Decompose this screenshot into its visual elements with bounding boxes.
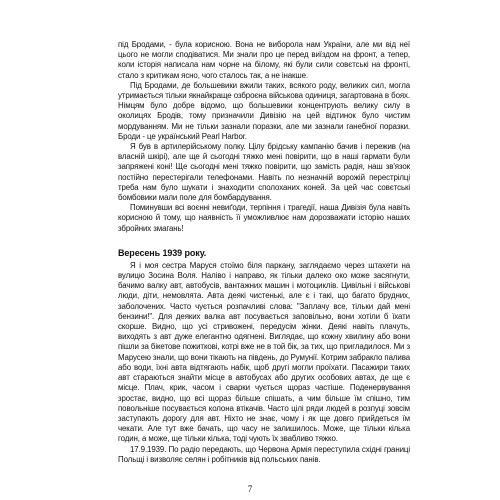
paragraph: Поминувши всі воєнні невиґоди, терпіння і трагедії, наша Дивізія була навіть корисною й тому, що наявність її уможливлює нам дорозважати історію наших збройних змагань! <box>118 203 410 233</box>
paragraph: Я був в артилерійському полку. Цілу брідську кампанію бачив і пережив (на власній шкірі), але ще й сьогодні тяжко мені повірити, що в наші гармати були запряжені коні! Ще сьогодні мені тяжко повірити, що замість радія, наш зв'язок постійно перестерігали телефонами. Навіть по незначній ворожій перестрілці треба нам було шукати і знаходити сполоханих коней. За цей час совєтські бомбовики мали поле для бомбардування. <box>118 142 410 203</box>
paragraph: Я і моя сестра Маруся стоїмо біля паркану, заглядаємо через штахети на вулицю Зосина Воля. Наліво і направо, як тільки далеко око може засягнути, бачимо валку авт, автобусів, вантажних машин і мотоциклів. Цивільні і військові люди, діти, немовлята. Авта деякі чистенькі, але є і такі, що багато брудних, заболочених. Часто чується розпачливі слова: "Заплачу все, тільки дай мені бензини!". Для деяких валка авт посувається заповільно, вони хотіли б їхати скорше. Видно, що усі стривожені, передусім жінки. Деякі навіть плачуть, виходять з авт дуже елегантно одягнені. Виглядає, що кожну хвилину або вони пішли за бікетове пожиткові, котрі вже не в той бік, за тих, що пригладилося. Ми з Марусею знали, що вони тікають на південь, до Румунії. Котрим забракло палива або води, їхні авта відтягають набік, щоб другі могли проїхати. Пасажири таких авт стараються знайти місце в автобусах або других особових автах, де ще є місце. Плач, крик, часом і сварки чується щораз частіше. Поденервування зростає, видно, що всі щораз більше спішать, а чим більше їм спішно, тим повольніше посувається колона втікачів. Часто цілі ряди людей в розпуці зовсім заступають дорогу для авт. Ніхто не знає, чому і як ще довго прийдеться їм чекати. Але тут вже бачать, що часу не залишилось. Може, ще тільки кілька годин, а може, ще тільки кілька, тоді чують їх звабливо тяжко. <box>118 260 410 444</box>
paragraph: Під Бродами, де большевики вжили таких, всякого роду, великих сил, могла утримається тільки якнайкраще озброєна військова одиниця, загартована в боях. Німцям було добре відомо, що большевики концентрують велику силу в околицях Бродів, тому призначили Дивізію на цей відтинок було чистим мордуванням. Ми не тільки зазнали поразки, але ми зазнали ганебної поразки. Броди - це український Pearl Harbor. <box>118 80 410 141</box>
page-number: 7 <box>247 484 253 494</box>
dated-entry: 17.9.1939. По радіо передають, що Червона Армія переступила східні границі Польщі і визволяє селян і робітників від польських панів. <box>118 444 410 464</box>
section-heading: Вересень 1939 року. <box>118 247 207 258</box>
paragraph: під Бродами, - була корисною. Вона не виборола нам України, але ми від неї цього не могли сподіватися. Ми знали про це перед виїздом на фронт, а тепер, коли історія написала нам чорне на білому, які були сили совєтські на фронті, стало з критикам ясно, чого сталось так, а не інакше. <box>118 40 410 80</box>
page-content <box>118 40 410 465</box>
